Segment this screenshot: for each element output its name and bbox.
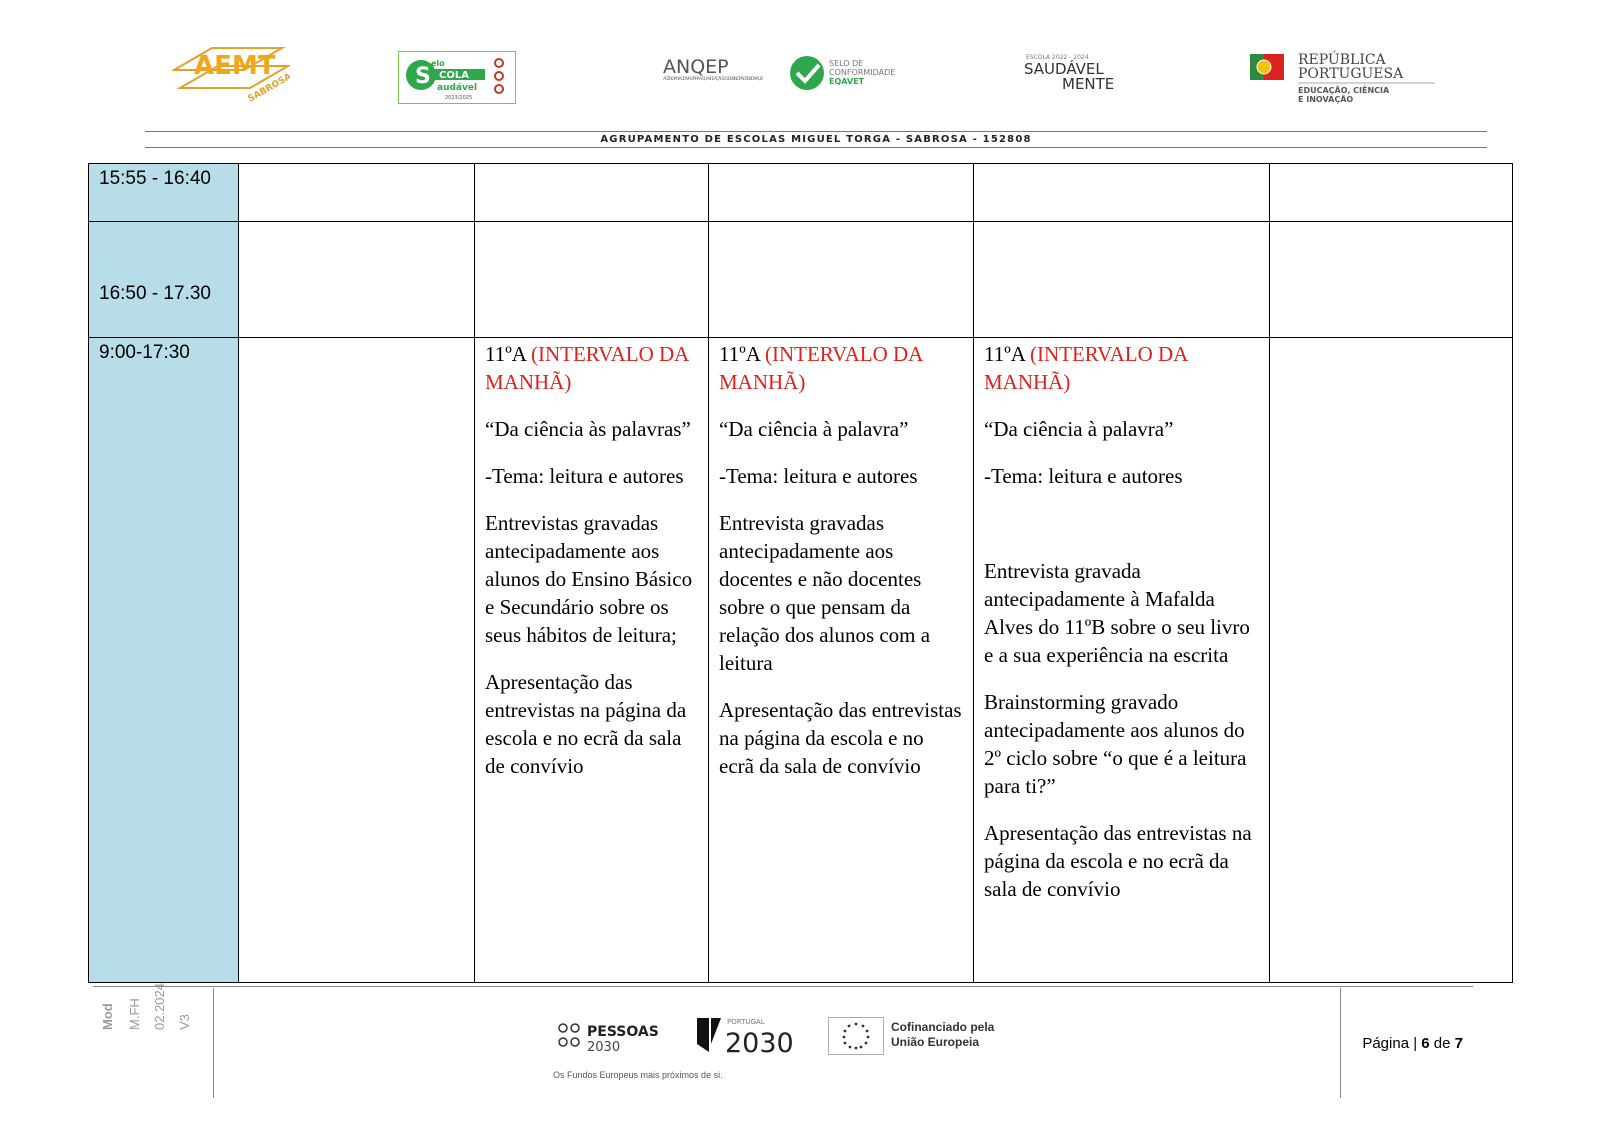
activity-presentation: Apresentação das entrevistas na página da escola e no ecrã da sala de convívio (485, 670, 687, 778)
activity-description: Entrevista gravada antecipadamente à Mafalda Alves do 11ºB sobre o seu livro e a sua experiência na escrita (984, 559, 1250, 667)
activity-title: “Da ciência à palavra” (719, 417, 909, 441)
aemt-letters-1: AEMT (194, 51, 276, 81)
school-title: AGRUPAMENTO DE ESCOLAS MIGUEL TORGA - SABROSA - 152808 (600, 134, 1032, 145)
empty-cell (1270, 338, 1513, 983)
header-rule-bottom (145, 147, 1487, 148)
mod-line4: V3 (177, 1014, 192, 1030)
page-label: Página | (1362, 1035, 1422, 1052)
table-row (89, 222, 1513, 338)
page-total: 7 (1454, 1035, 1463, 1052)
activity-cell-col2 (475, 338, 709, 983)
activity-heading (984, 340, 1259, 396)
republica-portuguesa-logo (1250, 50, 1440, 106)
eu-line1: Cofinanciado pela (891, 1020, 995, 1034)
mod-line1: Mod (100, 1003, 115, 1030)
selo-line1: elo (431, 59, 445, 68)
activity-title: “Da ciência às palavras” (485, 417, 691, 441)
activity-theme: -Tema: leitura e autores (984, 464, 1183, 488)
empty-cell (239, 164, 475, 222)
activity-theme: -Tema: leitura e autores (719, 464, 918, 488)
activity-description: Entrevistas gravadas antecipadamente aos alunos do Ensino Básico e Secundário sobre os seus hábitos de leitura; (485, 511, 693, 647)
mod-line2: M.FH (127, 998, 142, 1030)
pessoas-year: 2030 (587, 1040, 621, 1055)
class-label: 11ºA (984, 342, 1030, 366)
footer-rule (93, 986, 1473, 987)
table-row (89, 338, 1513, 983)
activity-cell-col3 (709, 338, 974, 983)
anqep-selo3: EQAVET (829, 77, 865, 86)
activity-theme: -Tema: leitura e autores (485, 464, 684, 488)
class-label: 11ºA (719, 342, 765, 366)
empty-cell (1270, 164, 1513, 222)
aemt-sub: SABROSA (246, 71, 290, 105)
footer-divider-right (1340, 988, 1341, 1098)
saudavel-line2: MENTE (1062, 75, 1115, 93)
anqep-eqavet-logo (663, 55, 929, 93)
activity-heading (719, 340, 963, 396)
empty-cell (475, 164, 709, 222)
aemt-logo (172, 44, 290, 106)
empty-cell (239, 338, 475, 983)
republica-line4: E INOVAÇÃO (1298, 95, 1354, 104)
empty-cell (974, 164, 1270, 222)
class-label: 11ºA (485, 342, 531, 366)
activity-presentation: Apresentação das entrevistas na página da escola e no ecrã da sala de convívio (984, 821, 1252, 901)
escola-saudavel-mente-logo (1020, 52, 1150, 94)
table-row (89, 164, 1513, 222)
time-cell (89, 222, 239, 338)
empty-cell (709, 164, 974, 222)
empty-cell (475, 222, 709, 338)
portugal-year: 2030 (725, 1028, 794, 1056)
anqep-selo2: CONFORMIDADE (829, 68, 896, 77)
time-cell: 9:00-17:30 (89, 338, 239, 983)
anqep-name: ANQEP (663, 56, 729, 78)
interval-label: (INTERVALO DA MANHÃ) (984, 342, 1188, 394)
page-number (1362, 1035, 1463, 1052)
footer-tagline: Os Fundos Europeus mais próximos de si. (553, 1070, 723, 1080)
activity-description: Entrevista gravadas antecipadamente aos docentes e não docentes sobre o que pensam da relação dos alunos com a leitura (719, 511, 931, 675)
anqep-selo1: SELO DE (829, 59, 864, 68)
time-cell: 15:55 - 16:40 (89, 164, 239, 222)
republica-line2: PORTUGUESA (1298, 66, 1404, 82)
activity-brainstorming: Brainstorming gravado antecipadamente aos alunos do 2º ciclo sobre “o que é a leitura para ti?” (984, 690, 1247, 798)
mod-line3: 02.2024 (152, 983, 167, 1030)
selo-escola-saudavel-logo (398, 51, 516, 104)
republica-line3: EDUCAÇÃO, CIÊNCIA (1298, 86, 1390, 95)
eu-cofinanced-text (891, 1020, 994, 1050)
portugal-2030-logo (695, 1014, 795, 1056)
selo-line3: audável (437, 83, 478, 93)
activity-title: “Da ciência à palavra” (984, 417, 1174, 441)
republica-line1: REPÚBLICA (1298, 52, 1386, 68)
empty-cell (974, 222, 1270, 338)
selo-years: 2023/2025 (445, 95, 473, 101)
page-of: de (1429, 1035, 1455, 1052)
empty-cell (709, 222, 974, 338)
activity-cell-col4 (974, 338, 1270, 983)
saudavel-line1: SAUDÁVEL (1024, 60, 1104, 78)
activity-heading (485, 340, 698, 396)
svg-text:S: S (415, 64, 431, 89)
pessoas-2030-logo (553, 1016, 673, 1058)
eu-flag-logo (828, 1017, 884, 1055)
pessoas-name: PESSOAS (587, 1024, 659, 1040)
empty-cell (1270, 222, 1513, 338)
portugal-label: PORTUGAL (727, 1018, 765, 1026)
page-current: 6 (1421, 1035, 1430, 1052)
header-rule-top (145, 131, 1487, 132)
activity-presentation: Apresentação das entrevistas na página da escola e no ecrã da sala de convívio (719, 698, 962, 778)
eu-line2: União Europeia (891, 1035, 980, 1049)
footer-divider-left (213, 988, 214, 1098)
empty-cell (239, 222, 475, 338)
anqep-desc: AGÊNCIA NACIONAL PARA A QUALIFICAÇÃO E O ENSINO PROFISSIONAL, I.P. (663, 77, 763, 82)
interval-label: (INTERVALO DA MANHÃ) (719, 342, 923, 394)
selo-line2: COLA (439, 70, 469, 81)
schedule-table (88, 163, 1513, 983)
time-text: 16:50 - 17.30 (99, 283, 211, 304)
interval-label: (INTERVALO DA MANHÃ) (485, 342, 689, 394)
saudavel-top: ESCOLA 2022 - 2024 (1026, 54, 1089, 61)
